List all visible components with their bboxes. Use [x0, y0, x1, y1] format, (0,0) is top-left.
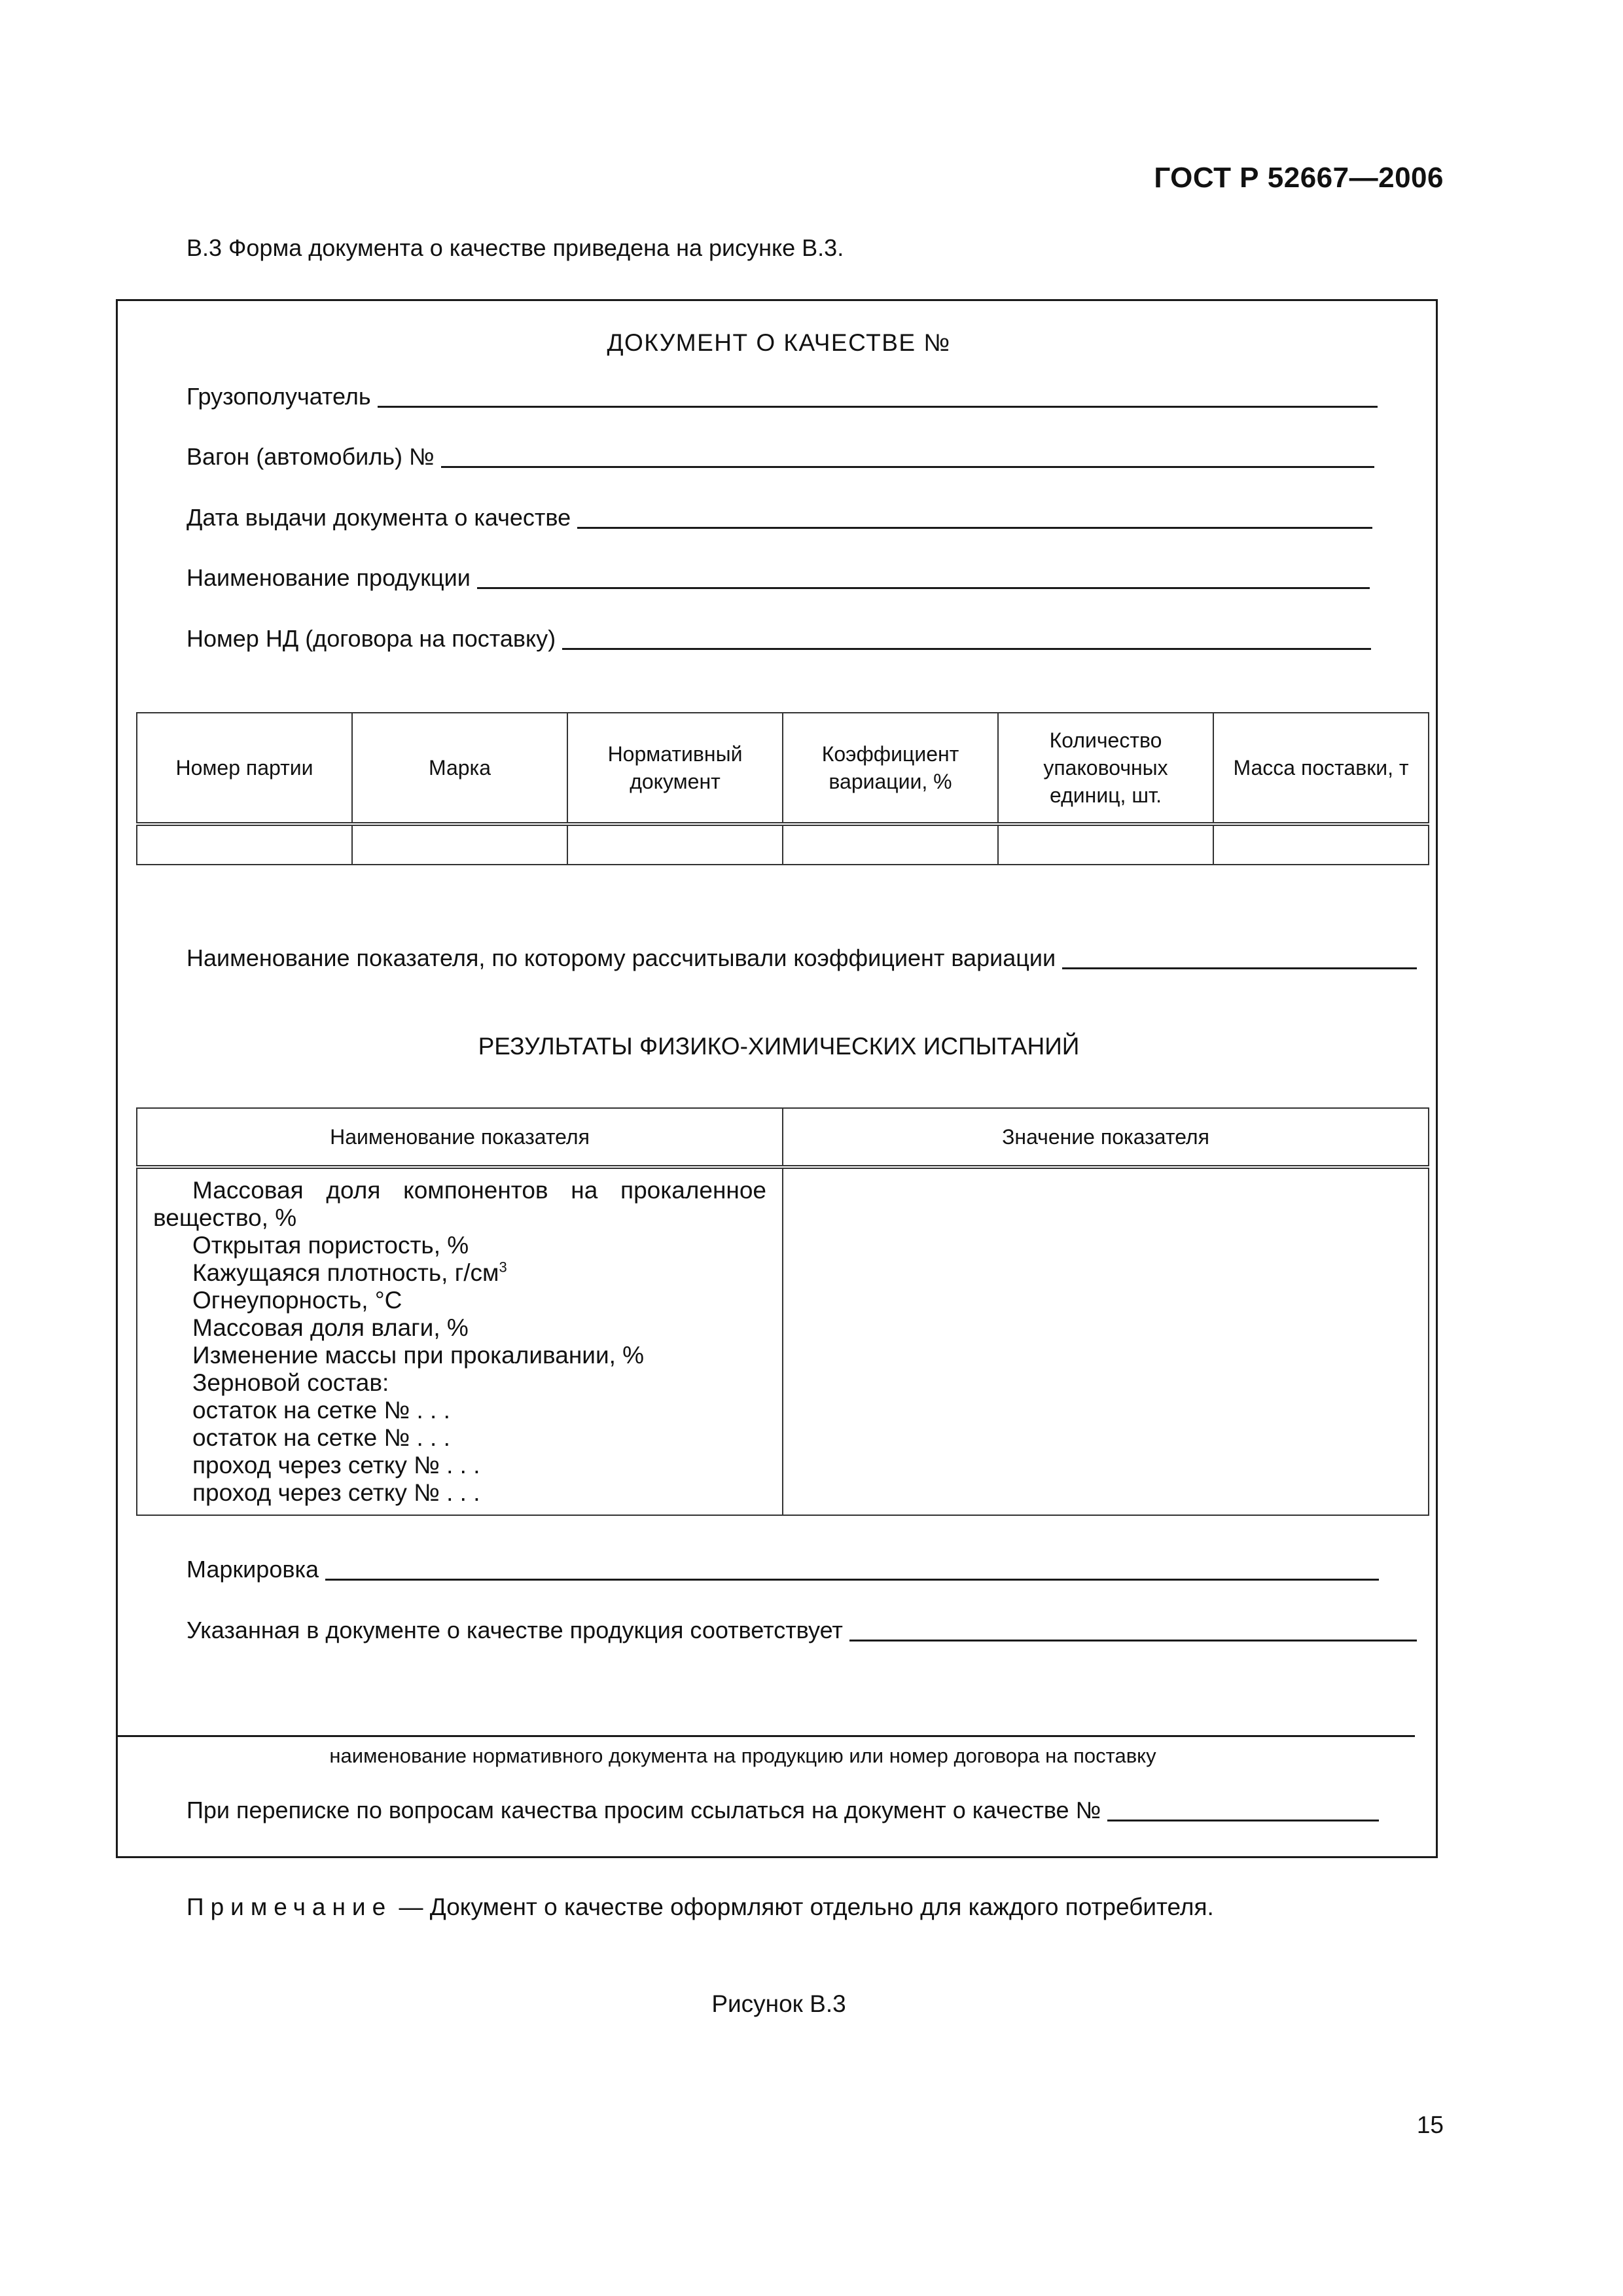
density-superscript: 3 [499, 1259, 507, 1276]
note-label: Примечание [187, 1893, 393, 1920]
product-name-label: Наименование продукции [187, 564, 471, 591]
product-name-blank-line [477, 587, 1370, 589]
contract-number-blank-line [562, 648, 1371, 650]
compliance-blank-line [849, 1640, 1417, 1641]
contract-number-field [187, 625, 1371, 653]
intro-text: В.3 Форма документа о качестве приведена на рисунке В.3. [187, 234, 844, 261]
wagon-label: Вагон (автомобиль) № [187, 443, 435, 470]
header-normative-document: Нормативный документ [567, 713, 783, 824]
batch-table-header-row [137, 713, 1429, 824]
indicator-values-cell [783, 1167, 1429, 1515]
indicator-apparent-density [192, 1259, 766, 1287]
indicator-passage-2: проход через сетку № . . . [192, 1479, 480, 1506]
document-title: ДОКУМЕНТ О КАЧЕСТВЕ № [607, 329, 951, 356]
note [187, 1893, 1214, 1921]
compliance-caption: наименование нормативного документа на продукцию или номер договора на поставку [329, 1744, 1156, 1767]
header-variation-coefficient: Коэффициент вариации, % [783, 713, 998, 824]
header-package-count: Количество упаковочных единиц, шт. [998, 713, 1213, 824]
product-name-field [187, 564, 1370, 592]
contract-number-label: Номер НД (договора на поставку) [187, 625, 556, 652]
wagon-blank-line [441, 466, 1374, 468]
table-row [137, 824, 1429, 865]
marking-label: Маркировка [187, 1556, 319, 1583]
compliance-field [187, 1617, 1417, 1644]
consignee-field [187, 383, 1378, 410]
variation-indicator-field [187, 944, 1417, 972]
indicator-list-cell [137, 1167, 783, 1515]
issue-date-label: Дата выдачи документа о качестве [187, 504, 571, 531]
header-grade: Марка [352, 713, 567, 824]
indicator-passage-1: проход через сетку № . . . [192, 1452, 480, 1479]
header-indicator-name: Наименование показателя [137, 1108, 783, 1167]
indicator-mass-fraction-cont: вещество, % [153, 1204, 297, 1231]
indicator-calcination-loss: Изменение массы при прокаливании, % [192, 1342, 645, 1369]
compliance-second-line [116, 1735, 1415, 1737]
results-table [136, 1107, 1429, 1516]
variation-indicator-label: Наименование показателя, по которому рассчитывали коэффициент вариации [187, 944, 1056, 971]
standard-code: ГОСТ Р 52667—2006 [1154, 162, 1444, 194]
note-text: — Документ о качестве оформляют отдельно для каждого потребителя. [392, 1893, 1214, 1920]
grade-cell [352, 824, 567, 865]
issue-date-field [187, 504, 1372, 531]
compliance-label: Указанная в документе о качестве продукция соответствует [187, 1617, 843, 1643]
batch-table [136, 712, 1429, 865]
indicator-residue-2: остаток на сетке № . . . [192, 1424, 450, 1451]
header-indicator-value: Значение показателя [783, 1108, 1429, 1167]
batch-number-cell [137, 824, 352, 865]
table-row [137, 1167, 1429, 1515]
consignee-label: Грузополучатель [187, 383, 371, 410]
results-table-header-row [137, 1108, 1429, 1167]
results-title: РЕЗУЛЬТАТЫ ФИЗИКО-ХИМИЧЕСКИХ ИСПЫТАНИЙ [478, 1033, 1080, 1060]
marking-field [187, 1556, 1379, 1583]
package-count-cell [998, 824, 1213, 865]
variation-coefficient-cell [783, 824, 998, 865]
correspondence-field [187, 1797, 1379, 1824]
indicator-mass-fraction: Массовая доля компонентов на прокаленное [192, 1177, 766, 1204]
indicator-refractoriness: Огнеупорность, °С [192, 1287, 402, 1314]
header-delivery-mass: Масса поставки, т [1213, 713, 1429, 824]
delivery-mass-cell [1213, 824, 1429, 865]
figure-caption: Рисунок В.3 [711, 1990, 846, 2017]
wagon-field [187, 443, 1374, 471]
indicator-open-porosity: Открытая пористость, % [192, 1232, 469, 1259]
marking-blank-line [325, 1579, 1379, 1581]
indicator-moisture: Массовая доля влаги, % [192, 1314, 469, 1341]
issue-date-blank-line [577, 527, 1372, 529]
variation-indicator-blank-line [1062, 967, 1417, 969]
indicator-apparent-density-text: Кажущаяся плотность, г/см [192, 1259, 499, 1286]
indicator-residue-1: остаток на сетке № . . . [192, 1397, 450, 1424]
consignee-blank-line [378, 406, 1378, 408]
page-number: 15 [1416, 2111, 1444, 2138]
normative-document-cell [567, 824, 783, 865]
correspondence-blank-line [1107, 1820, 1379, 1821]
indicator-grain-composition: Зерновой состав: [192, 1369, 389, 1396]
correspondence-label: При переписке по вопросам качества просим ссылаться на документ о качестве № [187, 1797, 1101, 1823]
header-batch-number: Номер партии [137, 713, 352, 824]
